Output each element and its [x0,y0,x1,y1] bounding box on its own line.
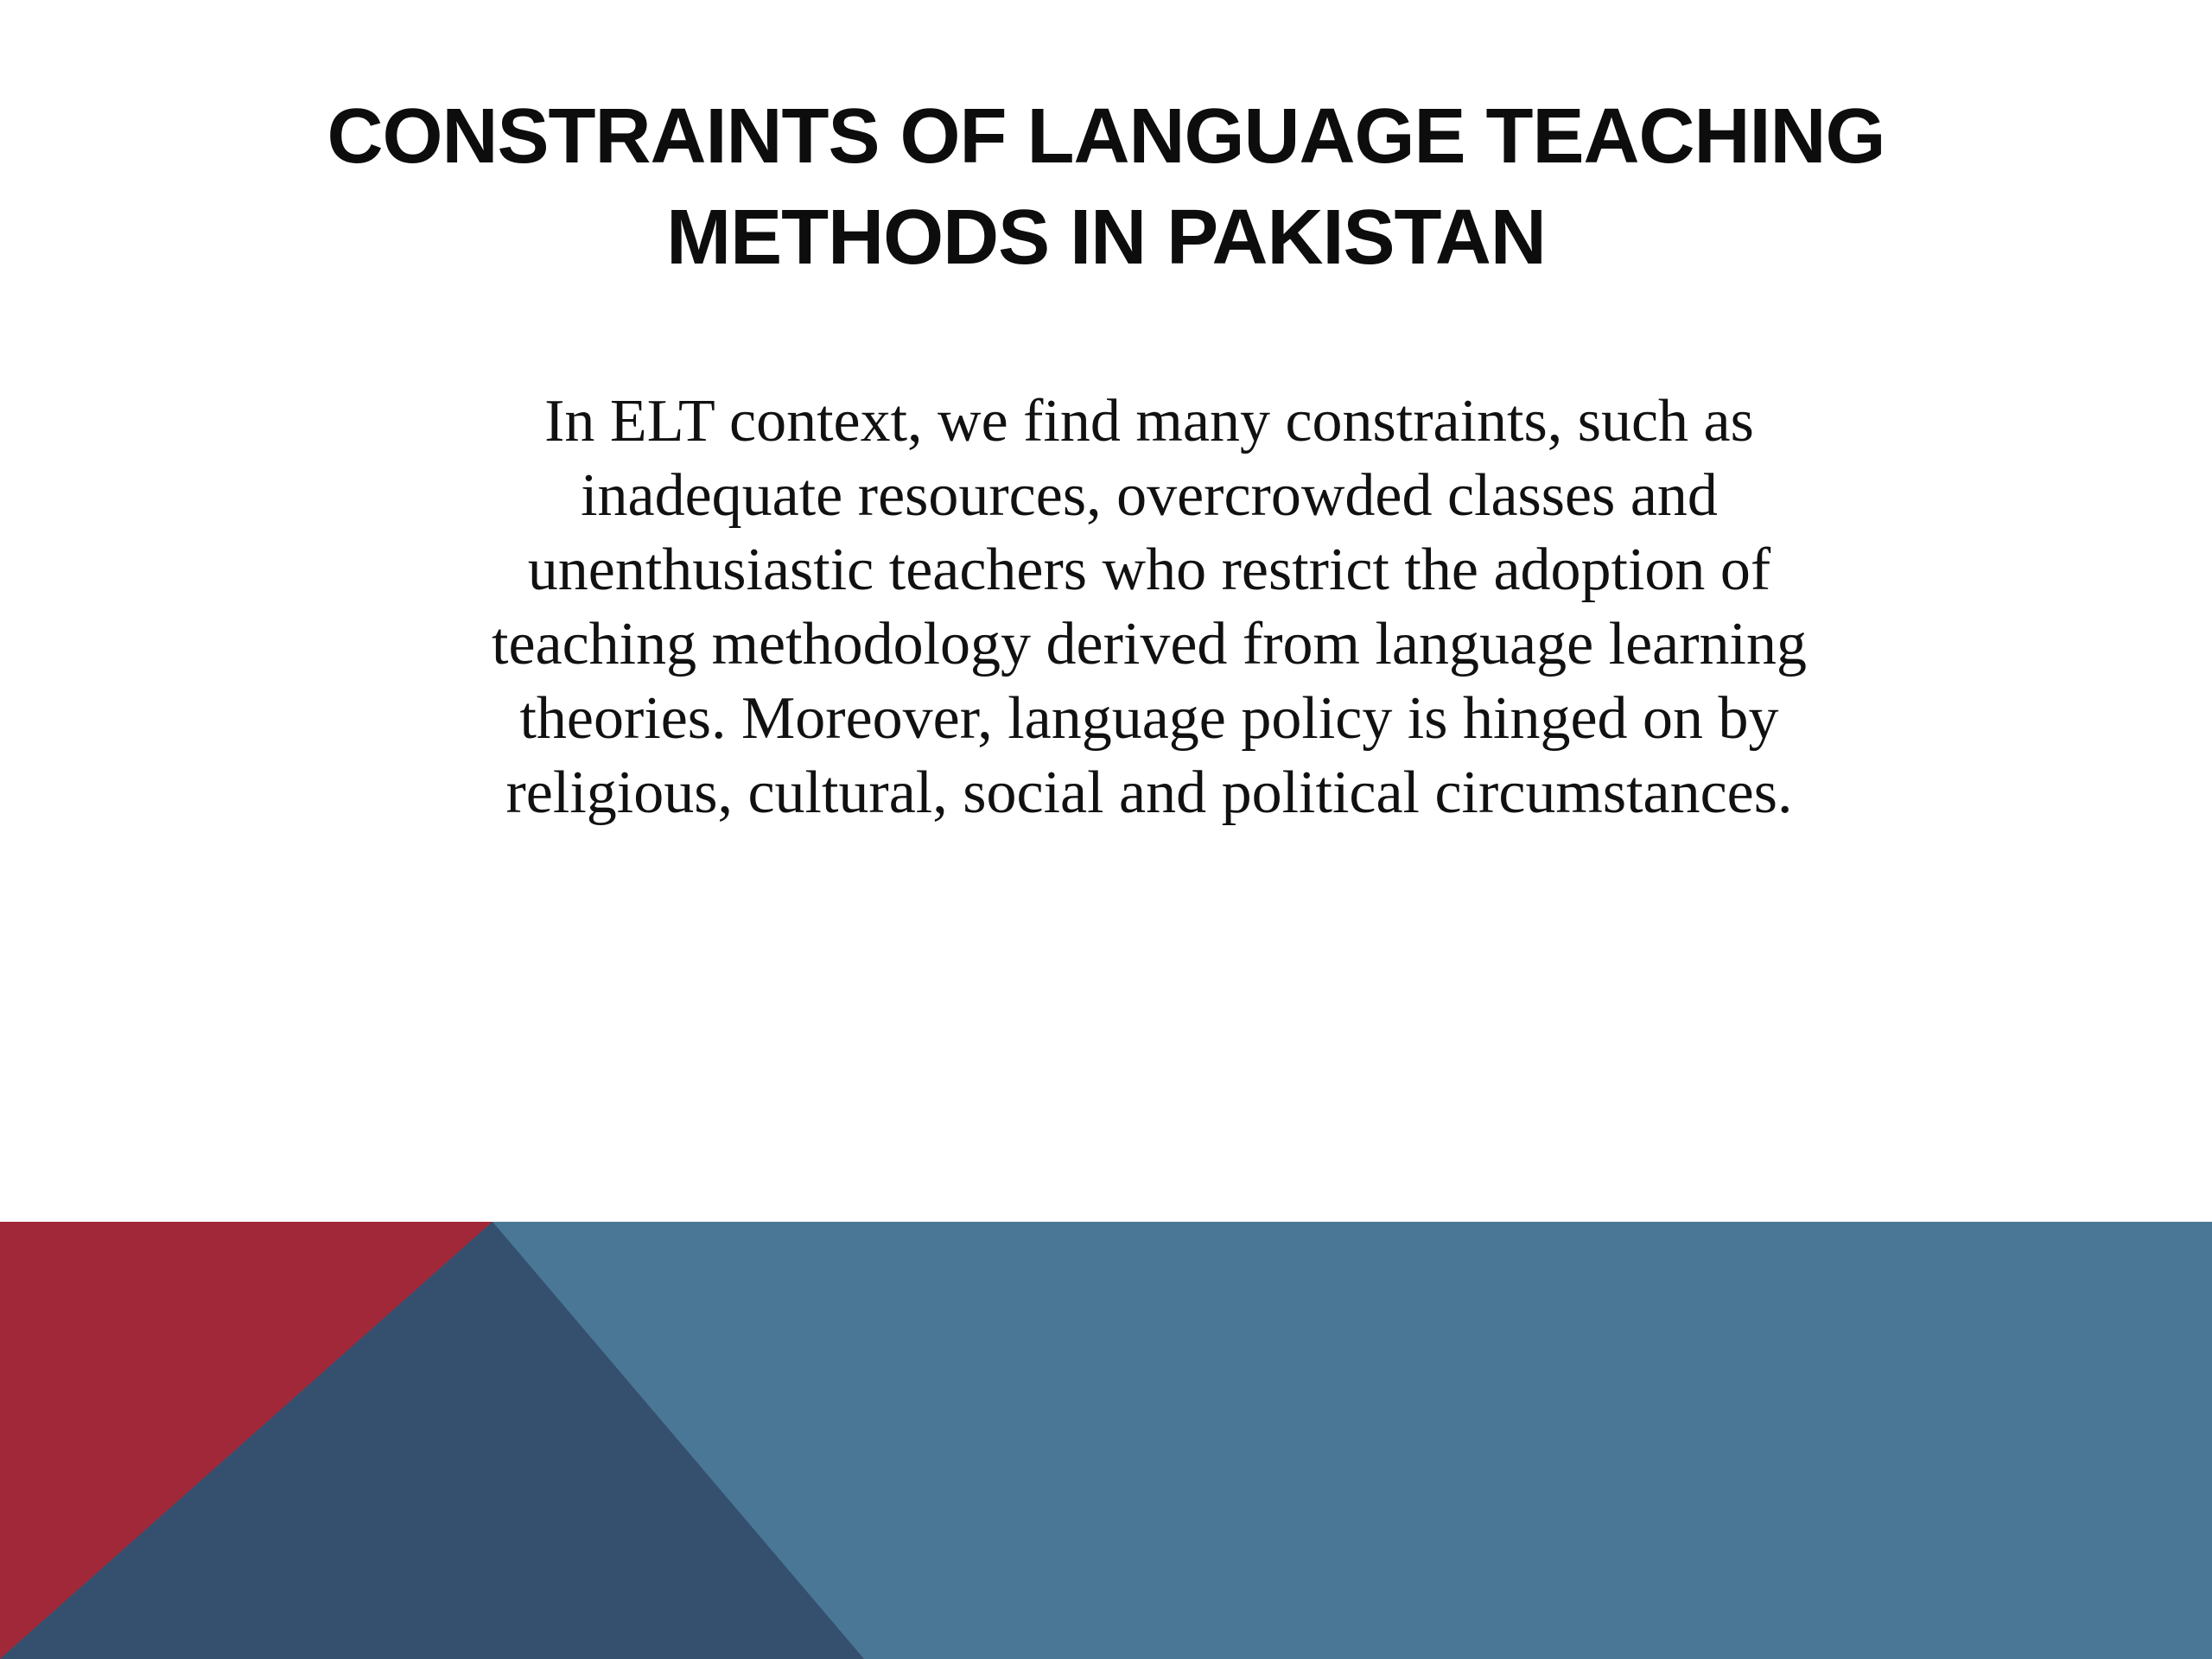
body-line-3: unenthusiastic teachers who restrict the adoption of [527,537,1771,603]
body-line-1: In ELT context, we find many constraints, such as [544,388,1754,454]
decorative-footer-band [0,1222,2212,1659]
body-line-4: teaching methodology derived from language learning [492,611,1807,677]
body-line-6: religious, cultural, social and political circumstances. [505,760,1793,826]
title-line-1: CONSTRAINTS OF LANGUAGE TEACHING [327,93,1885,180]
slide-title [259,86,1953,289]
title-line-2: METHODS IN PAKISTAN [666,194,1546,281]
body-line-2: inadequate resources, overcrowded classes and [581,462,1718,529]
body-line-5: theories. Moreover, language policy is hinged on by [519,685,1779,752]
slide-body-text [328,385,1970,830]
